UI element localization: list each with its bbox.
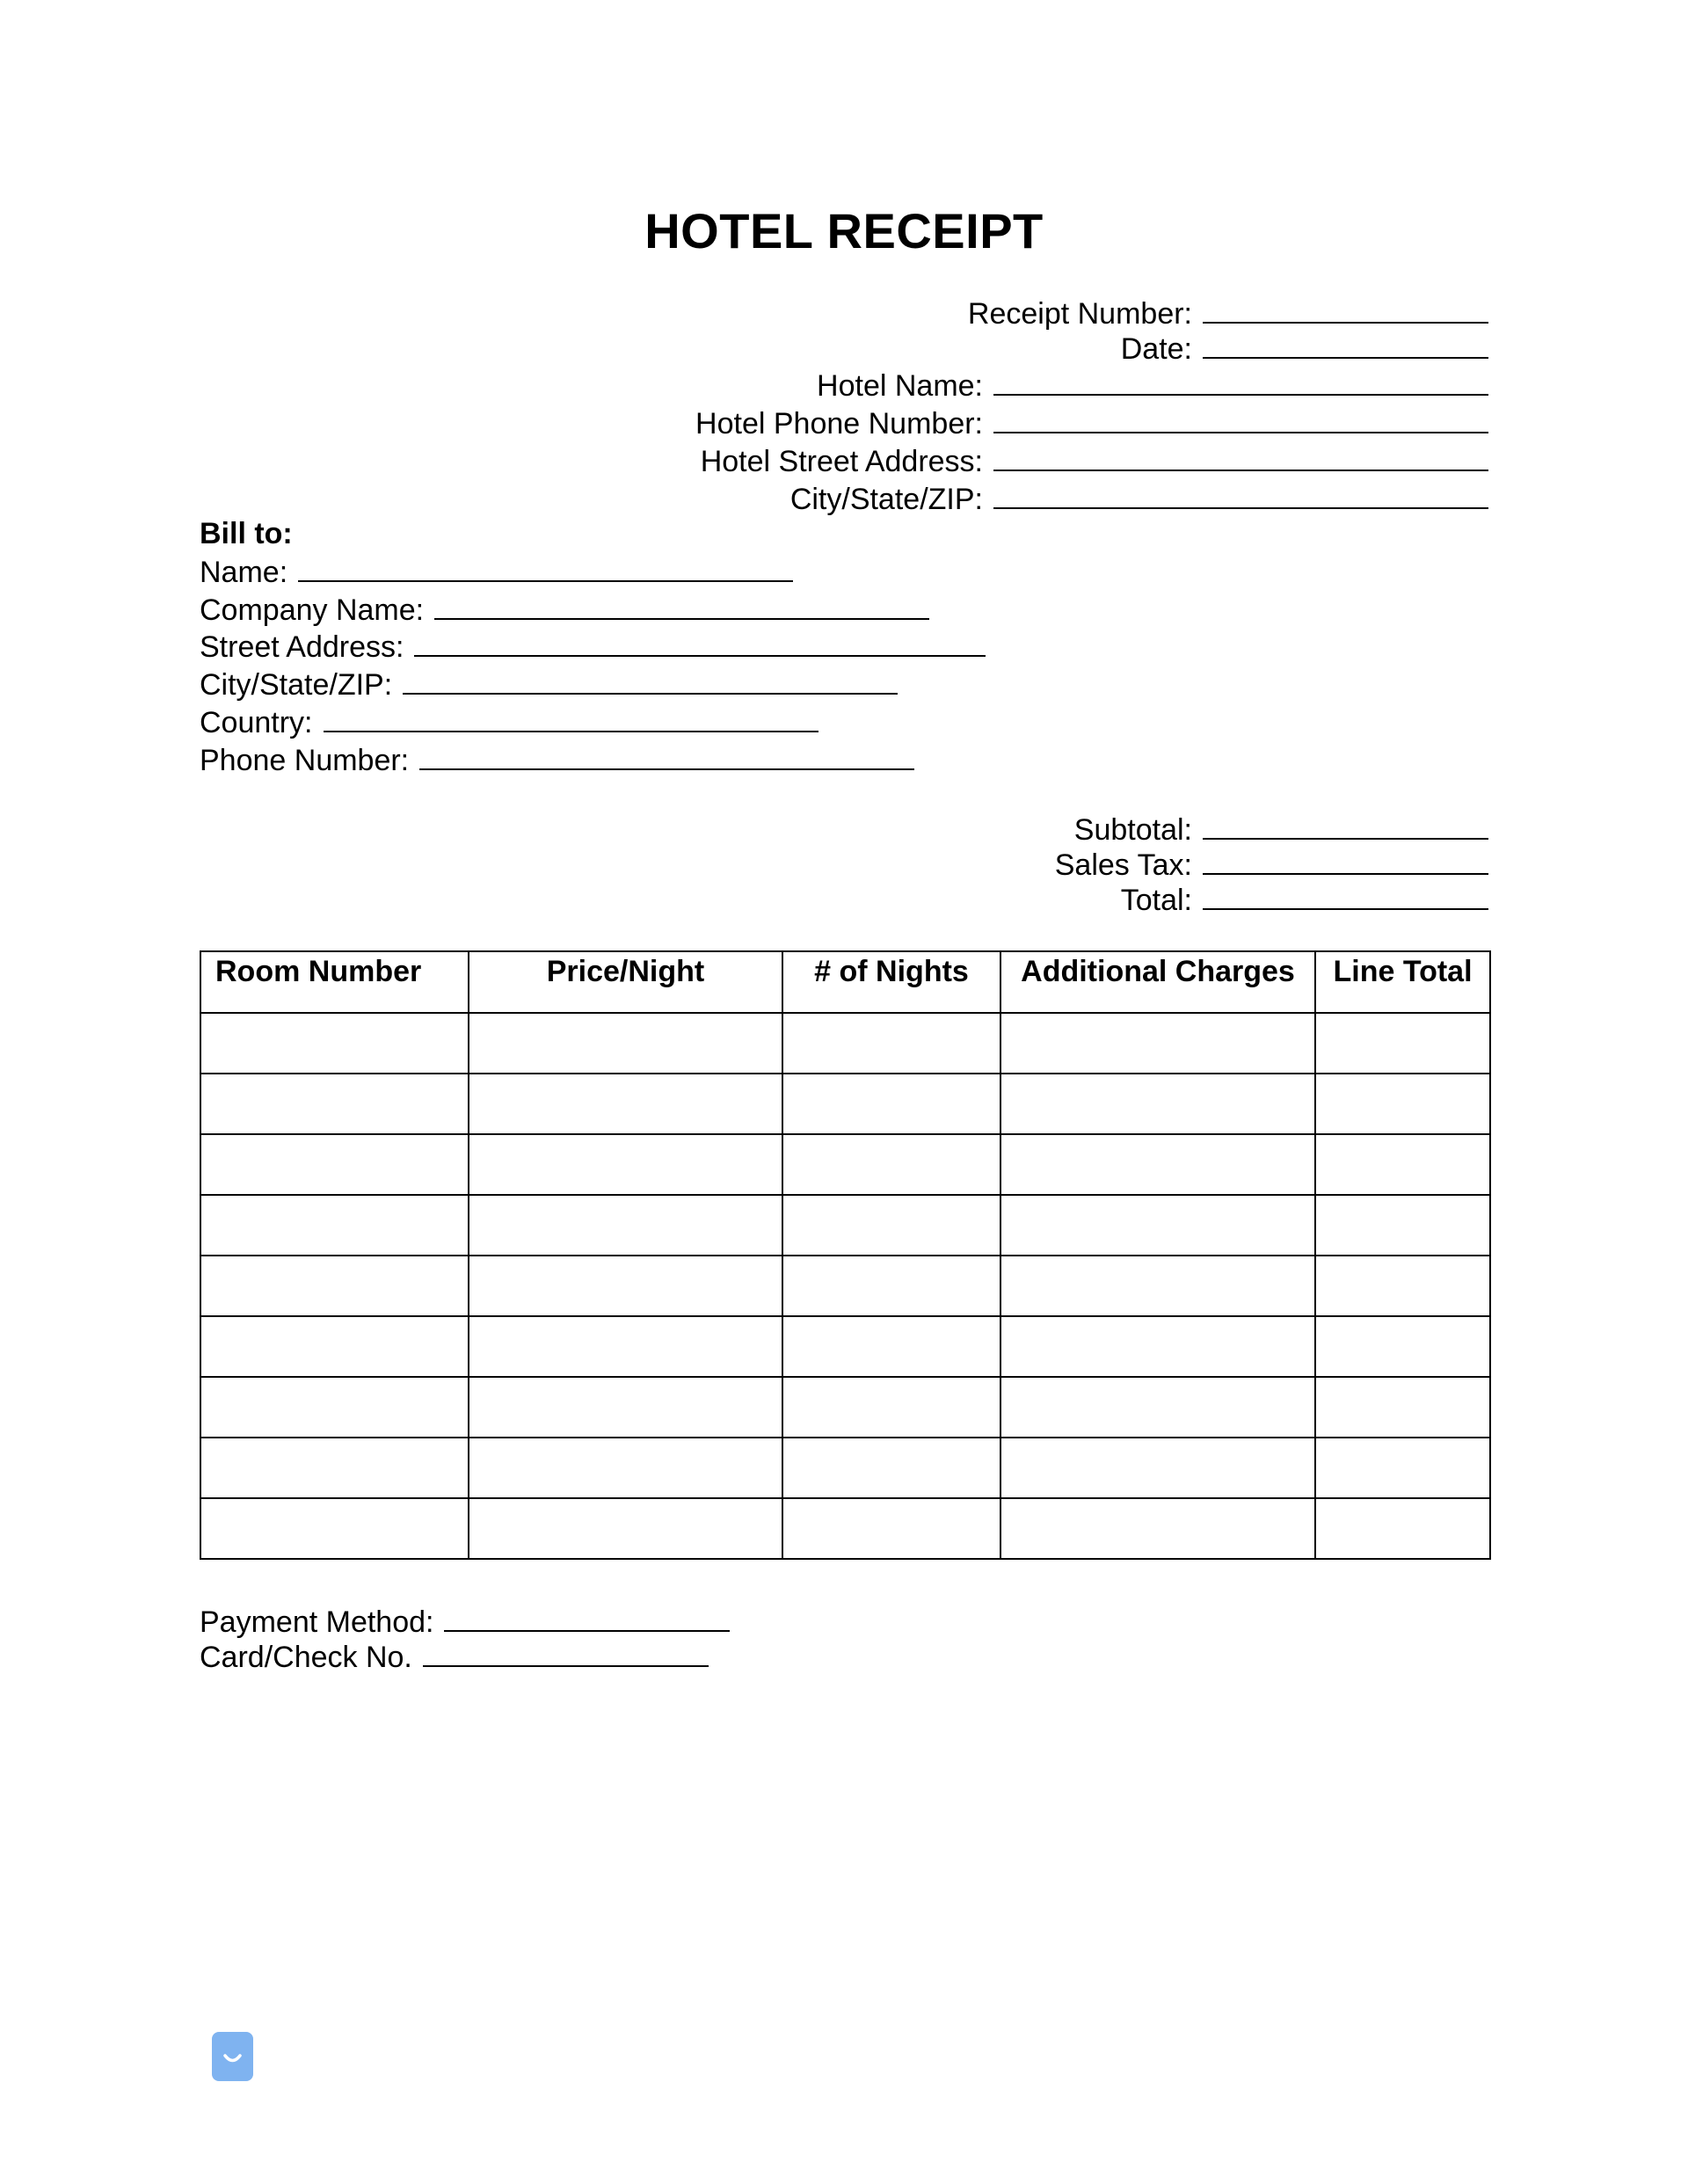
bill-city-blank[interactable] bbox=[403, 665, 898, 695]
hotel-street-blank[interactable] bbox=[993, 441, 1488, 471]
bill-to-heading: Bill to: bbox=[200, 517, 293, 550]
bill-phone-blank[interactable] bbox=[419, 740, 914, 770]
table-cell[interactable] bbox=[1315, 1498, 1490, 1559]
table-body bbox=[200, 1013, 1490, 1559]
total-blank[interactable] bbox=[1203, 880, 1488, 910]
smile-logo-icon bbox=[212, 2032, 253, 2081]
table-cell[interactable] bbox=[782, 1013, 1000, 1074]
table-cell[interactable] bbox=[469, 1377, 782, 1438]
table-row bbox=[200, 1195, 1490, 1256]
table-cell[interactable] bbox=[782, 1134, 1000, 1195]
table-cell[interactable] bbox=[200, 1013, 469, 1074]
table-row bbox=[200, 1316, 1490, 1377]
subtotal-field[interactable] bbox=[1074, 810, 1488, 848]
payment-method-field[interactable] bbox=[200, 1602, 730, 1641]
column-header-additional-charges: Additional Charges bbox=[1000, 951, 1315, 1013]
table-cell[interactable] bbox=[1000, 1498, 1315, 1559]
table-cell[interactable] bbox=[782, 1498, 1000, 1559]
sales-tax-field[interactable] bbox=[1055, 845, 1488, 884]
table-cell[interactable] bbox=[1000, 1134, 1315, 1195]
date-label: Date: bbox=[1120, 332, 1192, 366]
bill-name-blank[interactable] bbox=[298, 552, 793, 582]
table-cell[interactable] bbox=[469, 1438, 782, 1498]
receipt-number-field[interactable] bbox=[968, 294, 1488, 332]
column-header-nights: # of Nights bbox=[782, 951, 1000, 1013]
table-row bbox=[200, 1438, 1490, 1498]
table-cell[interactable] bbox=[469, 1013, 782, 1074]
column-header-room-number: Room Number bbox=[200, 951, 469, 1013]
bill-country-blank[interactable] bbox=[324, 703, 819, 732]
table-row bbox=[200, 1256, 1490, 1316]
bill-city-label: City/State/ZIP: bbox=[200, 668, 393, 702]
subtotal-label: Subtotal: bbox=[1073, 813, 1192, 847]
table-cell[interactable] bbox=[1315, 1013, 1490, 1074]
table-cell[interactable] bbox=[1315, 1438, 1490, 1498]
bill-name-label: Name: bbox=[200, 556, 288, 589]
table-cell[interactable] bbox=[200, 1438, 469, 1498]
total-label: Total: bbox=[1120, 884, 1192, 917]
hotel-city-field[interactable] bbox=[790, 479, 1488, 518]
table-cell[interactable] bbox=[469, 1134, 782, 1195]
table-cell[interactable] bbox=[782, 1256, 1000, 1316]
table-cell[interactable] bbox=[782, 1316, 1000, 1377]
table-cell[interactable] bbox=[1315, 1377, 1490, 1438]
bill-country-label: Country: bbox=[200, 706, 313, 739]
table-row bbox=[200, 1377, 1490, 1438]
items-table bbox=[200, 950, 1491, 1560]
sales-tax-label: Sales Tax: bbox=[1054, 848, 1192, 882]
table-cell[interactable] bbox=[200, 1498, 469, 1559]
hotel-phone-blank[interactable] bbox=[993, 404, 1488, 433]
hotel-phone-label: Hotel Phone Number: bbox=[695, 407, 983, 440]
hotel-name-label: Hotel Name: bbox=[817, 369, 983, 403]
table-cell[interactable] bbox=[469, 1256, 782, 1316]
total-field[interactable] bbox=[1121, 880, 1488, 919]
table-cell[interactable] bbox=[200, 1316, 469, 1377]
bill-company-blank[interactable] bbox=[434, 590, 929, 620]
table-cell[interactable] bbox=[200, 1074, 469, 1134]
table-cell[interactable] bbox=[1000, 1316, 1315, 1377]
table-cell[interactable] bbox=[200, 1134, 469, 1195]
table-cell[interactable] bbox=[469, 1074, 782, 1134]
bill-country-field[interactable] bbox=[200, 703, 819, 741]
card-check-blank[interactable] bbox=[423, 1637, 709, 1667]
column-header-line-total: Line Total bbox=[1315, 951, 1490, 1013]
hotel-street-label: Hotel Street Address: bbox=[700, 445, 983, 478]
table-cell[interactable] bbox=[1000, 1074, 1315, 1134]
hotel-city-label: City/State/ZIP: bbox=[789, 483, 983, 516]
hotel-city-blank[interactable] bbox=[993, 479, 1488, 509]
table-row bbox=[200, 1074, 1490, 1134]
table-cell[interactable] bbox=[1000, 1256, 1315, 1316]
table-header-row bbox=[200, 951, 1490, 1013]
bill-company-field[interactable] bbox=[200, 590, 929, 629]
bill-company-label: Company Name: bbox=[200, 593, 425, 627]
date-field[interactable] bbox=[1121, 329, 1488, 368]
bill-city-field[interactable] bbox=[200, 665, 898, 703]
table-cell[interactable] bbox=[1315, 1256, 1490, 1316]
receipt-number-label: Receipt Number: bbox=[967, 297, 1192, 331]
table-cell[interactable] bbox=[1315, 1074, 1490, 1134]
bill-phone-label: Phone Number: bbox=[200, 744, 410, 777]
subtotal-blank[interactable] bbox=[1203, 810, 1488, 840]
table-cell[interactable] bbox=[200, 1377, 469, 1438]
bill-phone-field[interactable] bbox=[200, 740, 914, 779]
table-cell[interactable] bbox=[469, 1498, 782, 1559]
table-cell[interactable] bbox=[1315, 1134, 1490, 1195]
date-blank[interactable] bbox=[1203, 329, 1488, 359]
table-cell[interactable] bbox=[469, 1316, 782, 1377]
table-row bbox=[200, 1498, 1490, 1559]
receipt-number-blank[interactable] bbox=[1203, 294, 1488, 324]
table-cell[interactable] bbox=[469, 1195, 782, 1256]
table-cell[interactable] bbox=[1000, 1377, 1315, 1438]
table-cell[interactable] bbox=[782, 1438, 1000, 1498]
table-cell[interactable] bbox=[1000, 1438, 1315, 1498]
bill-street-field[interactable] bbox=[200, 627, 986, 666]
column-header-price-night: Price/Night bbox=[469, 951, 782, 1013]
sales-tax-blank[interactable] bbox=[1203, 845, 1488, 875]
table-cell[interactable] bbox=[1315, 1195, 1490, 1256]
table-row bbox=[200, 1013, 1490, 1074]
table-cell[interactable] bbox=[1000, 1195, 1315, 1256]
hotel-phone-field[interactable] bbox=[695, 404, 1488, 442]
card-check-label: Card/Check No. bbox=[200, 1641, 412, 1674]
table-cell[interactable] bbox=[200, 1195, 469, 1256]
bill-name-field[interactable] bbox=[200, 552, 793, 591]
bill-street-label: Street Address: bbox=[200, 630, 404, 664]
table-row bbox=[200, 1134, 1490, 1195]
table-cell[interactable] bbox=[782, 1195, 1000, 1256]
hotel-street-field[interactable] bbox=[701, 441, 1488, 480]
payment-method-label: Payment Method: bbox=[200, 1605, 434, 1639]
table-cell[interactable] bbox=[782, 1377, 1000, 1438]
table-cell[interactable] bbox=[200, 1256, 469, 1316]
payment-method-blank[interactable] bbox=[444, 1602, 730, 1632]
hotel-name-field[interactable] bbox=[817, 366, 1488, 404]
table-cell[interactable] bbox=[782, 1074, 1000, 1134]
table-cell[interactable] bbox=[1000, 1013, 1315, 1074]
hotel-name-blank[interactable] bbox=[993, 366, 1488, 396]
bill-street-blank[interactable] bbox=[414, 627, 986, 657]
table-cell[interactable] bbox=[1315, 1316, 1490, 1377]
card-check-field[interactable] bbox=[200, 1637, 709, 1676]
document-title: HOTEL RECEIPT bbox=[644, 203, 1044, 258]
